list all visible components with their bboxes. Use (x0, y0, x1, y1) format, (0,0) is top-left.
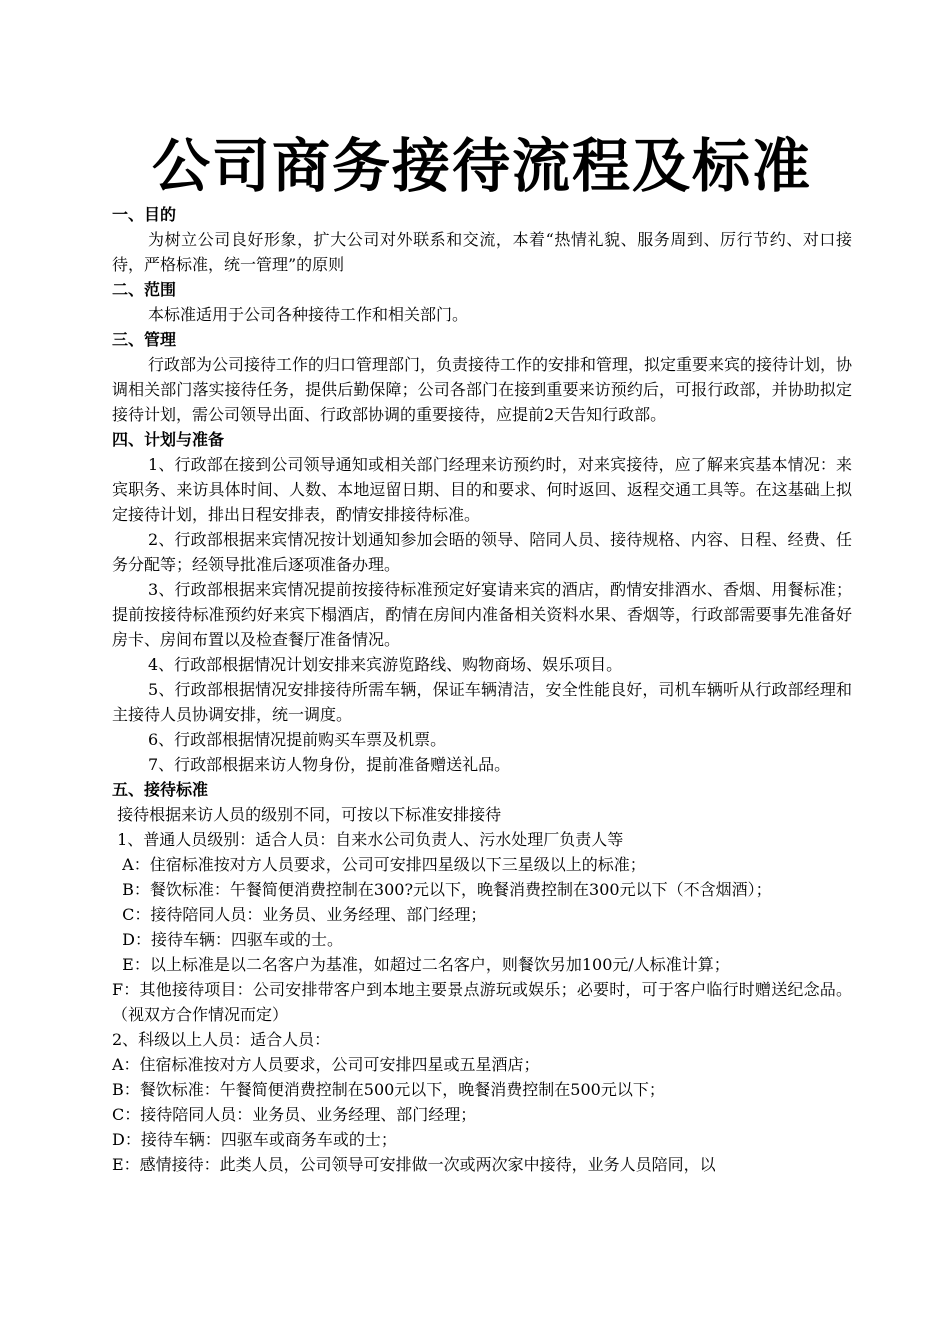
level1-item-b: B：餐饮标准：午餐简便消费控制在300?元以下，晚餐消费控制在300元以下（不含烟酒）； (112, 880, 772, 899)
level1-item-c: C：接待陪同人员：业务员、业务经理、部门经理； (112, 905, 487, 924)
document-title: 公司商务接待流程及标准 (151, 132, 812, 200)
level1-item-f: F：其他接待项目：公司安排带客户到本地主要景点游玩或娱乐；必要时，可于客户临行时赠送纪念品。（视双方合作情况而定） (112, 980, 852, 1024)
section-heading-standard: 五、接待标准 (112, 780, 209, 799)
section-text-management: 行政部为公司接待工作的归口管理部门，负责接待工作的安排和管理，拟定重要来宾的接待计划，协调相关部门落实接待任务，提供后勤保障；公司各部门在接到重要来访预约后，可报行政部，并协助拟定接待计划，需公司领导出面、行政部协调的重要接待，应提前2天告知行政部。 (112, 355, 853, 424)
section-heading-purpose: 一、目的 (112, 205, 177, 224)
section-heading-management: 三、管理 (112, 330, 177, 349)
plan-item-3: 3、行政部根据来宾情况提前按接待标准预定好宴请来宾的酒店，酌情安排酒水、香烟、用餐标准；提前按接待标准预约好来宾下榻酒店，酌情在房间内准备相关资料水果、香烟等，行政部需要事先准备好房卡、房间布置以及检查餐厅准备情况。 (112, 580, 852, 649)
level1-item-d: D：接待车辆：四驱车或的士。 (112, 930, 344, 949)
level2-item-d: D：接待车辆：四驱车或商务车或的士； (112, 1130, 397, 1149)
level2-item-c: C：接待陪同人员：业务员、业务经理、部门经理； (112, 1105, 477, 1124)
document-page (112, 130, 852, 1177)
level2-title: 2、科级以上人员：适合人员： (112, 1030, 331, 1049)
plan-item-2: 2、行政部根据来宾情况按计划通知参加会晤的领导、陪同人员、接待规格、内容、日程、经费、任务分配等；经领导批准后逐项准备办理。 (112, 530, 852, 574)
section-text-purpose: 为树立公司良好形象，扩大公司对外联系和交流，本着“热情礼貌、服务周到、厉行节约、对口接待，严格标准，统一管理”的原则 (112, 230, 852, 274)
level2-item-a: A：住宿标准按对方人员要求，公司可安排四星或五星酒店； (112, 1055, 540, 1074)
section-text-scope: 本标准适用于公司各种接待工作和相关部门。 (148, 305, 469, 324)
plan-item-5: 5、行政部根据情况安排接待所需车辆，保证车辆清洁，安全性能良好，司机车辆听从行政部经理和主接待人员协调安排，统一调度。 (112, 680, 852, 724)
plan-item-6: 6、行政部根据情况提前购买车票及机票。 (148, 730, 447, 749)
level1-title: 1、普通人员级别：适合人员：自来水公司负责人、污水处理厂负责人等 (112, 830, 624, 849)
section-heading-plan: 四、计划与准备 (112, 430, 225, 449)
level1-item-e: E：以上标准是以二名客户为基准，如超过二名客户，则餐饮另加100元/人标准计算； (112, 955, 730, 974)
level1-item-a: A：住宿标准按对方人员要求，公司可安排四星级以下三星级以上的标准； (112, 855, 646, 874)
section-heading-scope: 二、范围 (112, 280, 177, 299)
level2-item-e: E：感情接待：此类人员，公司领导可安排做一次或两次家中接待，业务人员陪同，以 (112, 1155, 716, 1174)
plan-item-1: 1、行政部在接到公司领导通知或相关部门经理来访预约时，对来宾接待，应了解来宾基本情况：来宾职务、来访具体时间、人数、本地逗留日期、目的和要求、何时返回、返程交通工具等。在这基础上拟定接待计划，排出日程安排表，酌情安排接待标准。 (112, 455, 852, 524)
plan-item-7: 7、行政部根据来访人物身份，提前准备赠送礼品。 (148, 755, 511, 774)
plan-item-4: 4、行政部根据情况计划安排来宾游览路线、购物商场、娱乐项目。 (148, 655, 623, 674)
standard-intro: 接待根据来访人员的级别不同，可按以下标准安排接待 (112, 805, 502, 824)
level2-item-b: B：餐饮标准：午餐简便消费控制在500元以下，晚餐消费控制在500元以下； (112, 1080, 665, 1099)
